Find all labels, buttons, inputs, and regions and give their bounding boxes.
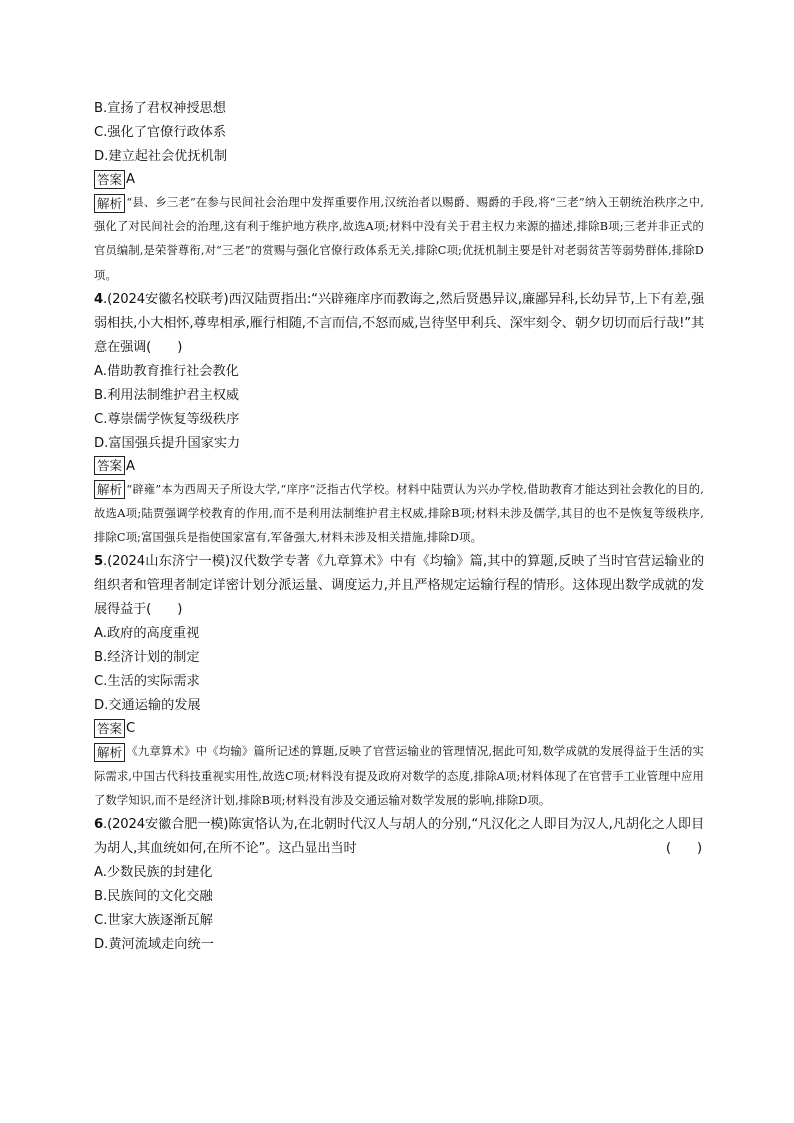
explanation	[94, 478, 704, 551]
explanation-tag: 解析	[94, 480, 125, 499]
option-c: C.强化了官僚行政体系	[94, 125, 227, 140]
answer-value: A	[126, 172, 136, 187]
answer-blank: ( )	[665, 841, 702, 857]
option-d: D.富国强兵提升国家实力	[94, 435, 241, 451]
explanation-text: “县、乡三老”在参与民间社会治理中发挥重要作用,汉统治者以赐爵、赐爵的手段,将“三老”纳入王朝统治秩序之中,强化了对民间社会的治理,这有利于维护地方秩序,故选A项;材料中没有关于君主权力来源的描述,排除B项;三老并非正式的官员编制,是荣誉尊衔,对“三老”的赏赐与强化官僚行政体系无关,排除C项;优抚机制主要是针对老弱贫苦等弱势群体,排除D项。	[94, 196, 704, 282]
answer-row	[94, 718, 704, 740]
option-d: D.交通运输的发展	[94, 698, 201, 714]
explanation-tag: 解析	[94, 194, 125, 213]
option-c: C.尊崇儒学恢复等级秩序	[94, 411, 240, 427]
explanation	[94, 191, 704, 288]
answer-row	[94, 456, 704, 478]
answer-row	[94, 169, 704, 191]
answer-value: C	[126, 721, 136, 737]
answer-tag: 答案	[94, 456, 125, 475]
answer-tag: 答案	[94, 719, 125, 738]
exam-page	[94, 97, 704, 957]
option-c: C.世家大族逐渐瓦解	[94, 913, 213, 929]
explanation-text: 《九章算术》中《均输》篇所记述的算题,反映了官营运输业的管理情况,据此可知,数学成就的发展得益于生活的实际需求,中国古代科技重视实用性,故选C项;材料没有提及政府对数学的态度,排除A项;材料体现了在官营手工业管理中应用了数学知识,而不是经济计划,排除B项;材料没有涉及交通运输对数学发展的影响,排除D项。	[94, 745, 704, 807]
option-a: A.借助教育推行社会教化	[94, 363, 239, 379]
option-c: C.生活的实际需求	[94, 674, 200, 690]
question-text: .(2024山东济宁一模)汉代数学专著《九章算术》中有《均输》篇,其中的算题,反映了当时官营运输业的组织者和管理者制定详密计划分派运量、调度运力,并且严格规定运输行程的情形。这体现出数学成就的发展得益于( )	[94, 554, 704, 618]
answer-tag: 答案	[94, 170, 125, 189]
question-number: 4	[94, 291, 104, 307]
question-number: 5	[94, 554, 104, 570]
question-3-continued	[94, 97, 704, 288]
explanation	[94, 740, 704, 813]
explanation-tag: 解析	[94, 743, 125, 762]
option-b: B.经济计划的制定	[94, 650, 200, 666]
question-5	[94, 550, 704, 813]
question-stem	[94, 288, 704, 360]
option-d: D.建立起社会优抚机制	[94, 149, 228, 164]
explanation-text: “辟雍”本为西周天子所设大学,“庠序”泛指古代学校。材料中陆贾认为兴办学校,借助教育才能达到社会教化的目的,故选A项;陆贾强调学校教育的作用,而不是利用法制维护君主权威,排除B项;材料未涉及儒学,其目的也不是恢复等级秩序,排除C项;富国强兵是指使国家富有,军备强大,材料未涉及相关措施,排除D项。	[94, 482, 704, 545]
question-stem	[94, 813, 704, 861]
option-b: B.宣扬了君权神授思想	[94, 101, 226, 116]
option-a: A.少数民族的封建化	[94, 865, 213, 881]
question-text: .(2024安徽名校联考)西汉陆贾指出:“兴辟雍庠序而教诲之,然后贤愚异议,廉鄙异科,长幼异节,上下有差,强弱相扶,小大相怀,尊卑相承,雁行相随,不言而信,不怒而威,岂待坚甲利兵、深牢刻令、朝夕切切而后行哉!”其意在强调( )	[94, 291, 704, 355]
option-b: B.民族间的文化交融	[94, 889, 213, 905]
question-6	[94, 813, 704, 957]
question-text: .(2024安徽合肥一模)陈寅恪认为,在北朝时代汉人与胡人的分别,“凡汉化之人即目为汉人,凡胡化之人即目为胡人,其血统如何,在所不论”。这凸显出当时	[94, 817, 704, 857]
answer-value: A	[126, 458, 136, 474]
question-4	[94, 288, 704, 551]
option-a: A.政府的高度重视	[94, 626, 200, 642]
question-stem	[94, 550, 704, 622]
question-number: 6	[94, 817, 104, 833]
option-d: D.黄河流域走向统一	[94, 937, 214, 953]
option-b: B.利用法制维护君主权威	[94, 387, 240, 403]
